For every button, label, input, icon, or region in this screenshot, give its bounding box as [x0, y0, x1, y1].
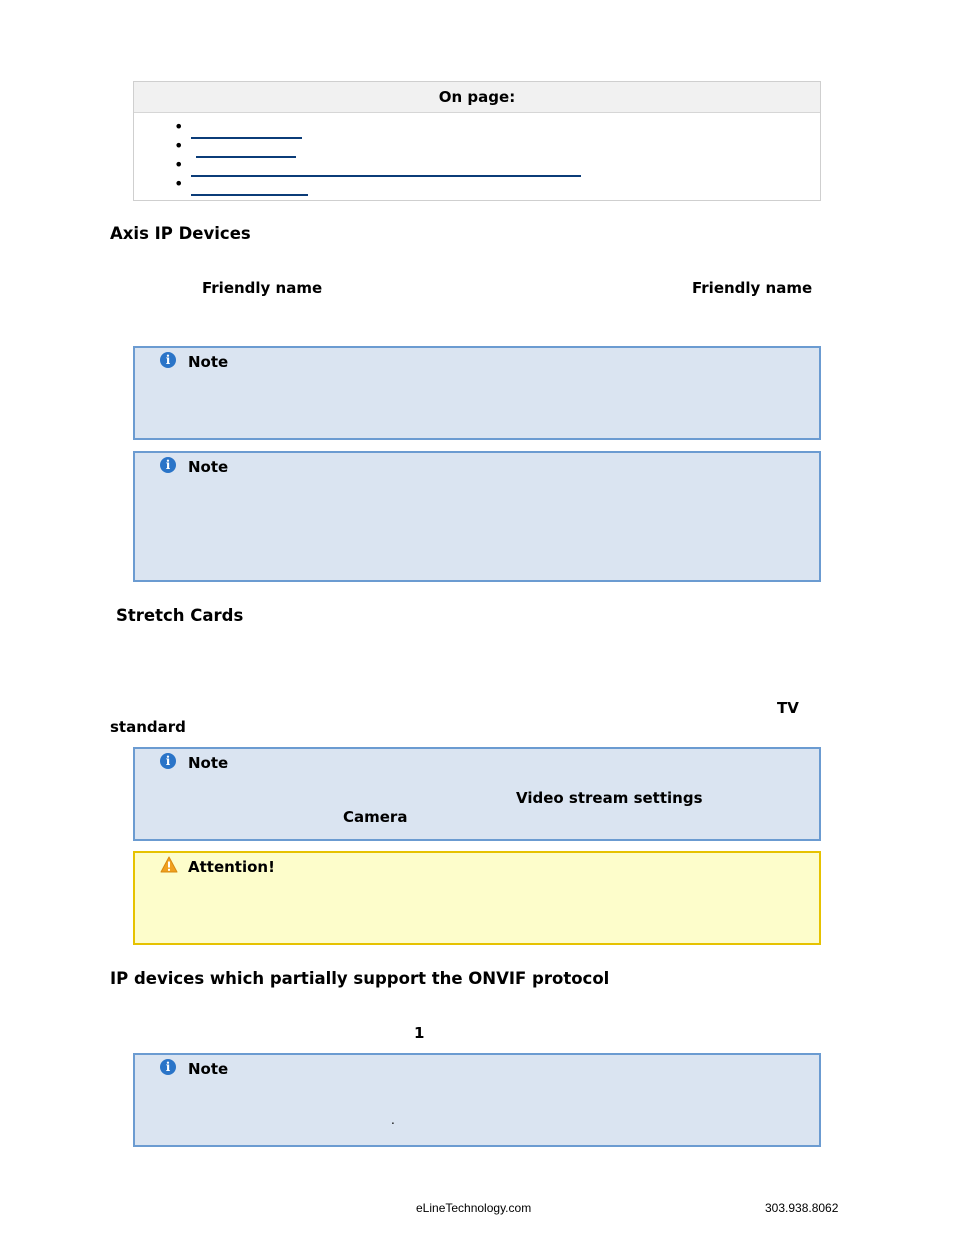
note-panel — [133, 747, 821, 841]
note-panel — [133, 346, 821, 440]
info-icon: i — [160, 753, 176, 769]
attention-title: Attention! — [188, 858, 275, 876]
note-title: Note — [188, 458, 229, 476]
bullet-icon: • — [174, 136, 184, 155]
note-panel — [133, 1053, 821, 1147]
attention-panel — [133, 851, 821, 945]
info-icon: i — [160, 1059, 176, 1075]
bullet-icon: • — [174, 117, 184, 136]
friendly-name-label: Friendly name — [692, 279, 813, 297]
info-icon: i — [160, 457, 176, 473]
note-title: Note — [188, 754, 229, 772]
heading-onvif-devices: IP devices which partially support the ONVIF protocol — [110, 969, 610, 988]
toc-heading: On page: — [134, 82, 820, 113]
tv-standard-term: standard — [110, 718, 186, 736]
info-icon: i — [160, 352, 176, 368]
note-title: Note — [188, 353, 229, 371]
toc-link[interactable] — [191, 163, 581, 177]
friendly-name-label: Friendly name — [202, 279, 323, 297]
note-title: Note — [188, 1060, 229, 1078]
tv-standard-term: TV — [777, 699, 799, 717]
toc-link[interactable] — [191, 125, 302, 139]
toc-link[interactable] — [191, 182, 308, 196]
heading-stretch-cards: Stretch Cards — [116, 606, 244, 625]
period-mark: . — [391, 1113, 395, 1127]
video-stream-settings-term: Video stream settings — [516, 789, 703, 807]
camera-term: Camera — [343, 808, 408, 826]
footer-phone: 303.938.8062 — [765, 1201, 839, 1215]
number-value: 1 — [414, 1024, 425, 1042]
heading-axis-ip-devices: Axis IP Devices — [110, 224, 251, 243]
bullet-icon: • — [174, 174, 184, 193]
on-page-toc — [133, 81, 821, 201]
note-panel — [133, 451, 821, 582]
toc-link[interactable] — [196, 144, 296, 158]
footer-website: eLineTechnology.com — [416, 1201, 532, 1215]
bullet-icon: • — [174, 155, 184, 174]
warning-icon — [160, 856, 178, 873]
